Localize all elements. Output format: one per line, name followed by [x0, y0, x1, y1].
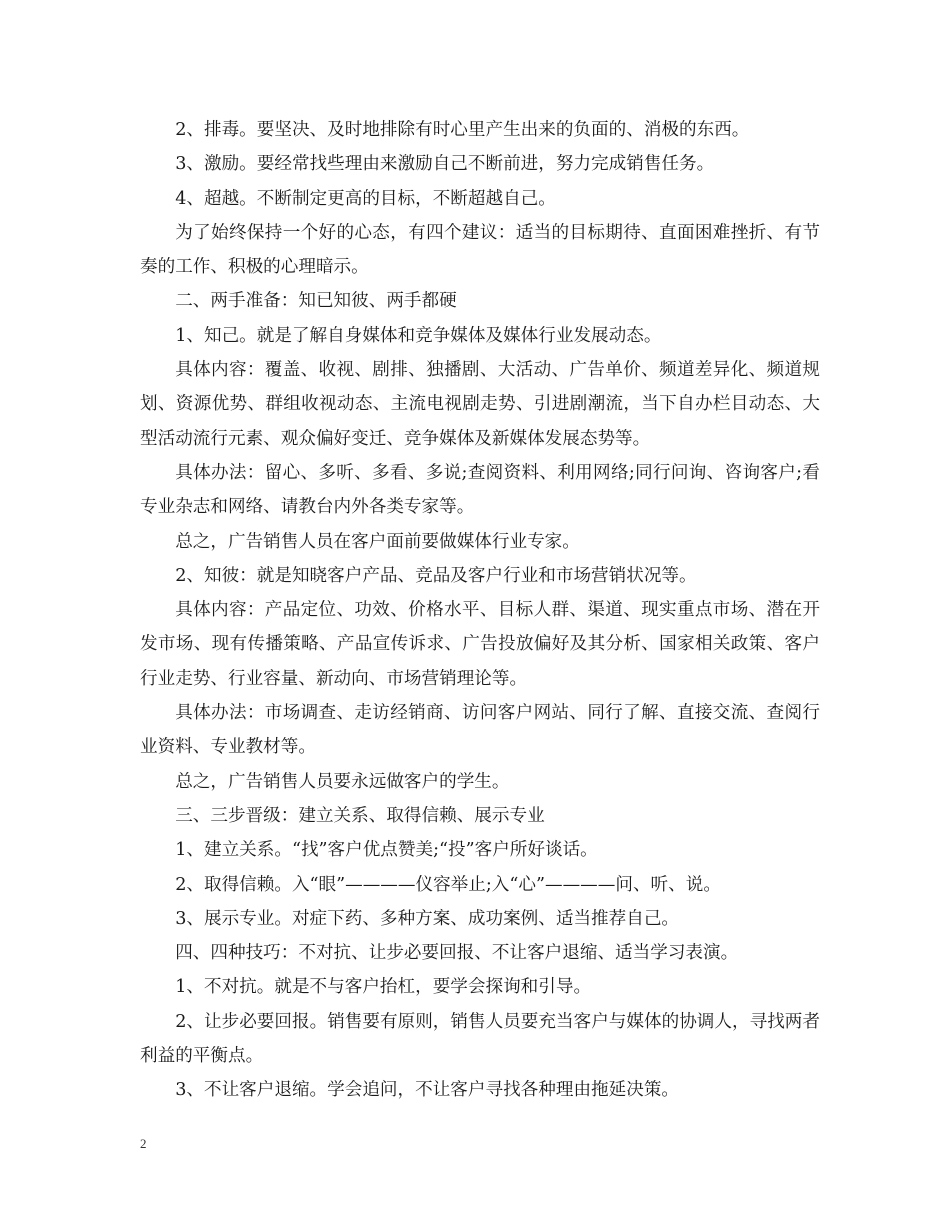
paragraph: 1、建立关系。“找”客户优点赞美;“投”客户所好谈话。: [175, 840, 598, 861]
section-heading: 三、三步晋级：建立关系、取得信赖、展示专业: [175, 805, 545, 826]
paragraph: 2、知彼：就是知晓客户产品、竞品及客户行业和市场营销状况等。: [175, 565, 697, 586]
paragraph: 2、取得信赖。入“眼”————仪容举止;入“心”————问、听、说。: [175, 874, 721, 895]
paragraph: 具体内容：覆盖、收视、剧排、独播剧、大活动、广告单价、频道差异化、频道规划、资源优势、群组收视动态、主流电视剧走势、引进剧潮流，当下自办栏目动态、大型活动流行元素、观众偏好变迁、竞争媒体及新媒体发展态势等。: [140, 360, 820, 449]
paragraph: 总之，广告销售人员要永远做客户的学生。: [175, 771, 510, 792]
paragraph: 3、不让客户退缩。学会追问，不让客户寻找各种理由拖延决策。: [175, 1080, 680, 1101]
paragraph: 4、超越。不断制定更高的目标，不断超越自己。: [175, 188, 556, 209]
paragraph: 3、展示专业。对症下药、多种方案、成功案例、适当推荐自己。: [175, 908, 680, 929]
paragraph: 3、激励。要经常找些理由来激励自己不断前进，努力完成销售任务。: [175, 154, 715, 175]
paragraph: 为了始终保持一个好的心态，有四个建议：适当的目标期待、直面困难挫折、有节奏的工作、积极的心理暗示。: [140, 222, 820, 278]
paragraph: 具体内容：产品定位、功效、价格水平、目标人群、渠道、现实重点市场、潜在开发市场、现有传播策略、产品宣传诉求、广告投放偏好及其分析、国家相关政策、客户行业走势、行业容量、新动向、市场营销理论等。: [140, 600, 820, 689]
paragraph: 总之，广告销售人员在客户面前要做媒体行业专家。: [175, 531, 580, 552]
paragraph: 具体办法：市场调查、走访经销商、访问客户网站、同行了解、直接交流、查阅行业资料、专业教材等。: [140, 703, 820, 758]
section-heading: 二、两手准备：知已知彼、两手都硬: [175, 291, 457, 312]
paragraph: 2、排毒。要坚决、及时地排除有时心里产生出来的负面的、消极的东西。: [175, 120, 750, 140]
section-heading: 四、四种技巧：不对抗、让步必要回报、不让客户退缩、适当学习表演。: [175, 943, 739, 964]
paragraph: 1、不对抗。就是不与客户抬杠，要学会探询和引导。: [175, 977, 592, 998]
page-number: 2: [140, 1136, 147, 1151]
paragraph: 2、让步必要回报。销售要有原则，销售人员要充当客户与媒体的协调人，寻找两者利益的平衡点。: [140, 1011, 820, 1067]
paragraph: 1、知己。就是了解自身媒体和竞争媒体及媒体行业发展动态。: [175, 325, 662, 346]
document-body: [140, 113, 820, 1108]
paragraph: 具体办法：留心、多听、多看、多说;查阅资料、利用网络;同行问询、咨询客户;看专业杂志和网络、请教台内外各类专家等。: [140, 462, 820, 518]
